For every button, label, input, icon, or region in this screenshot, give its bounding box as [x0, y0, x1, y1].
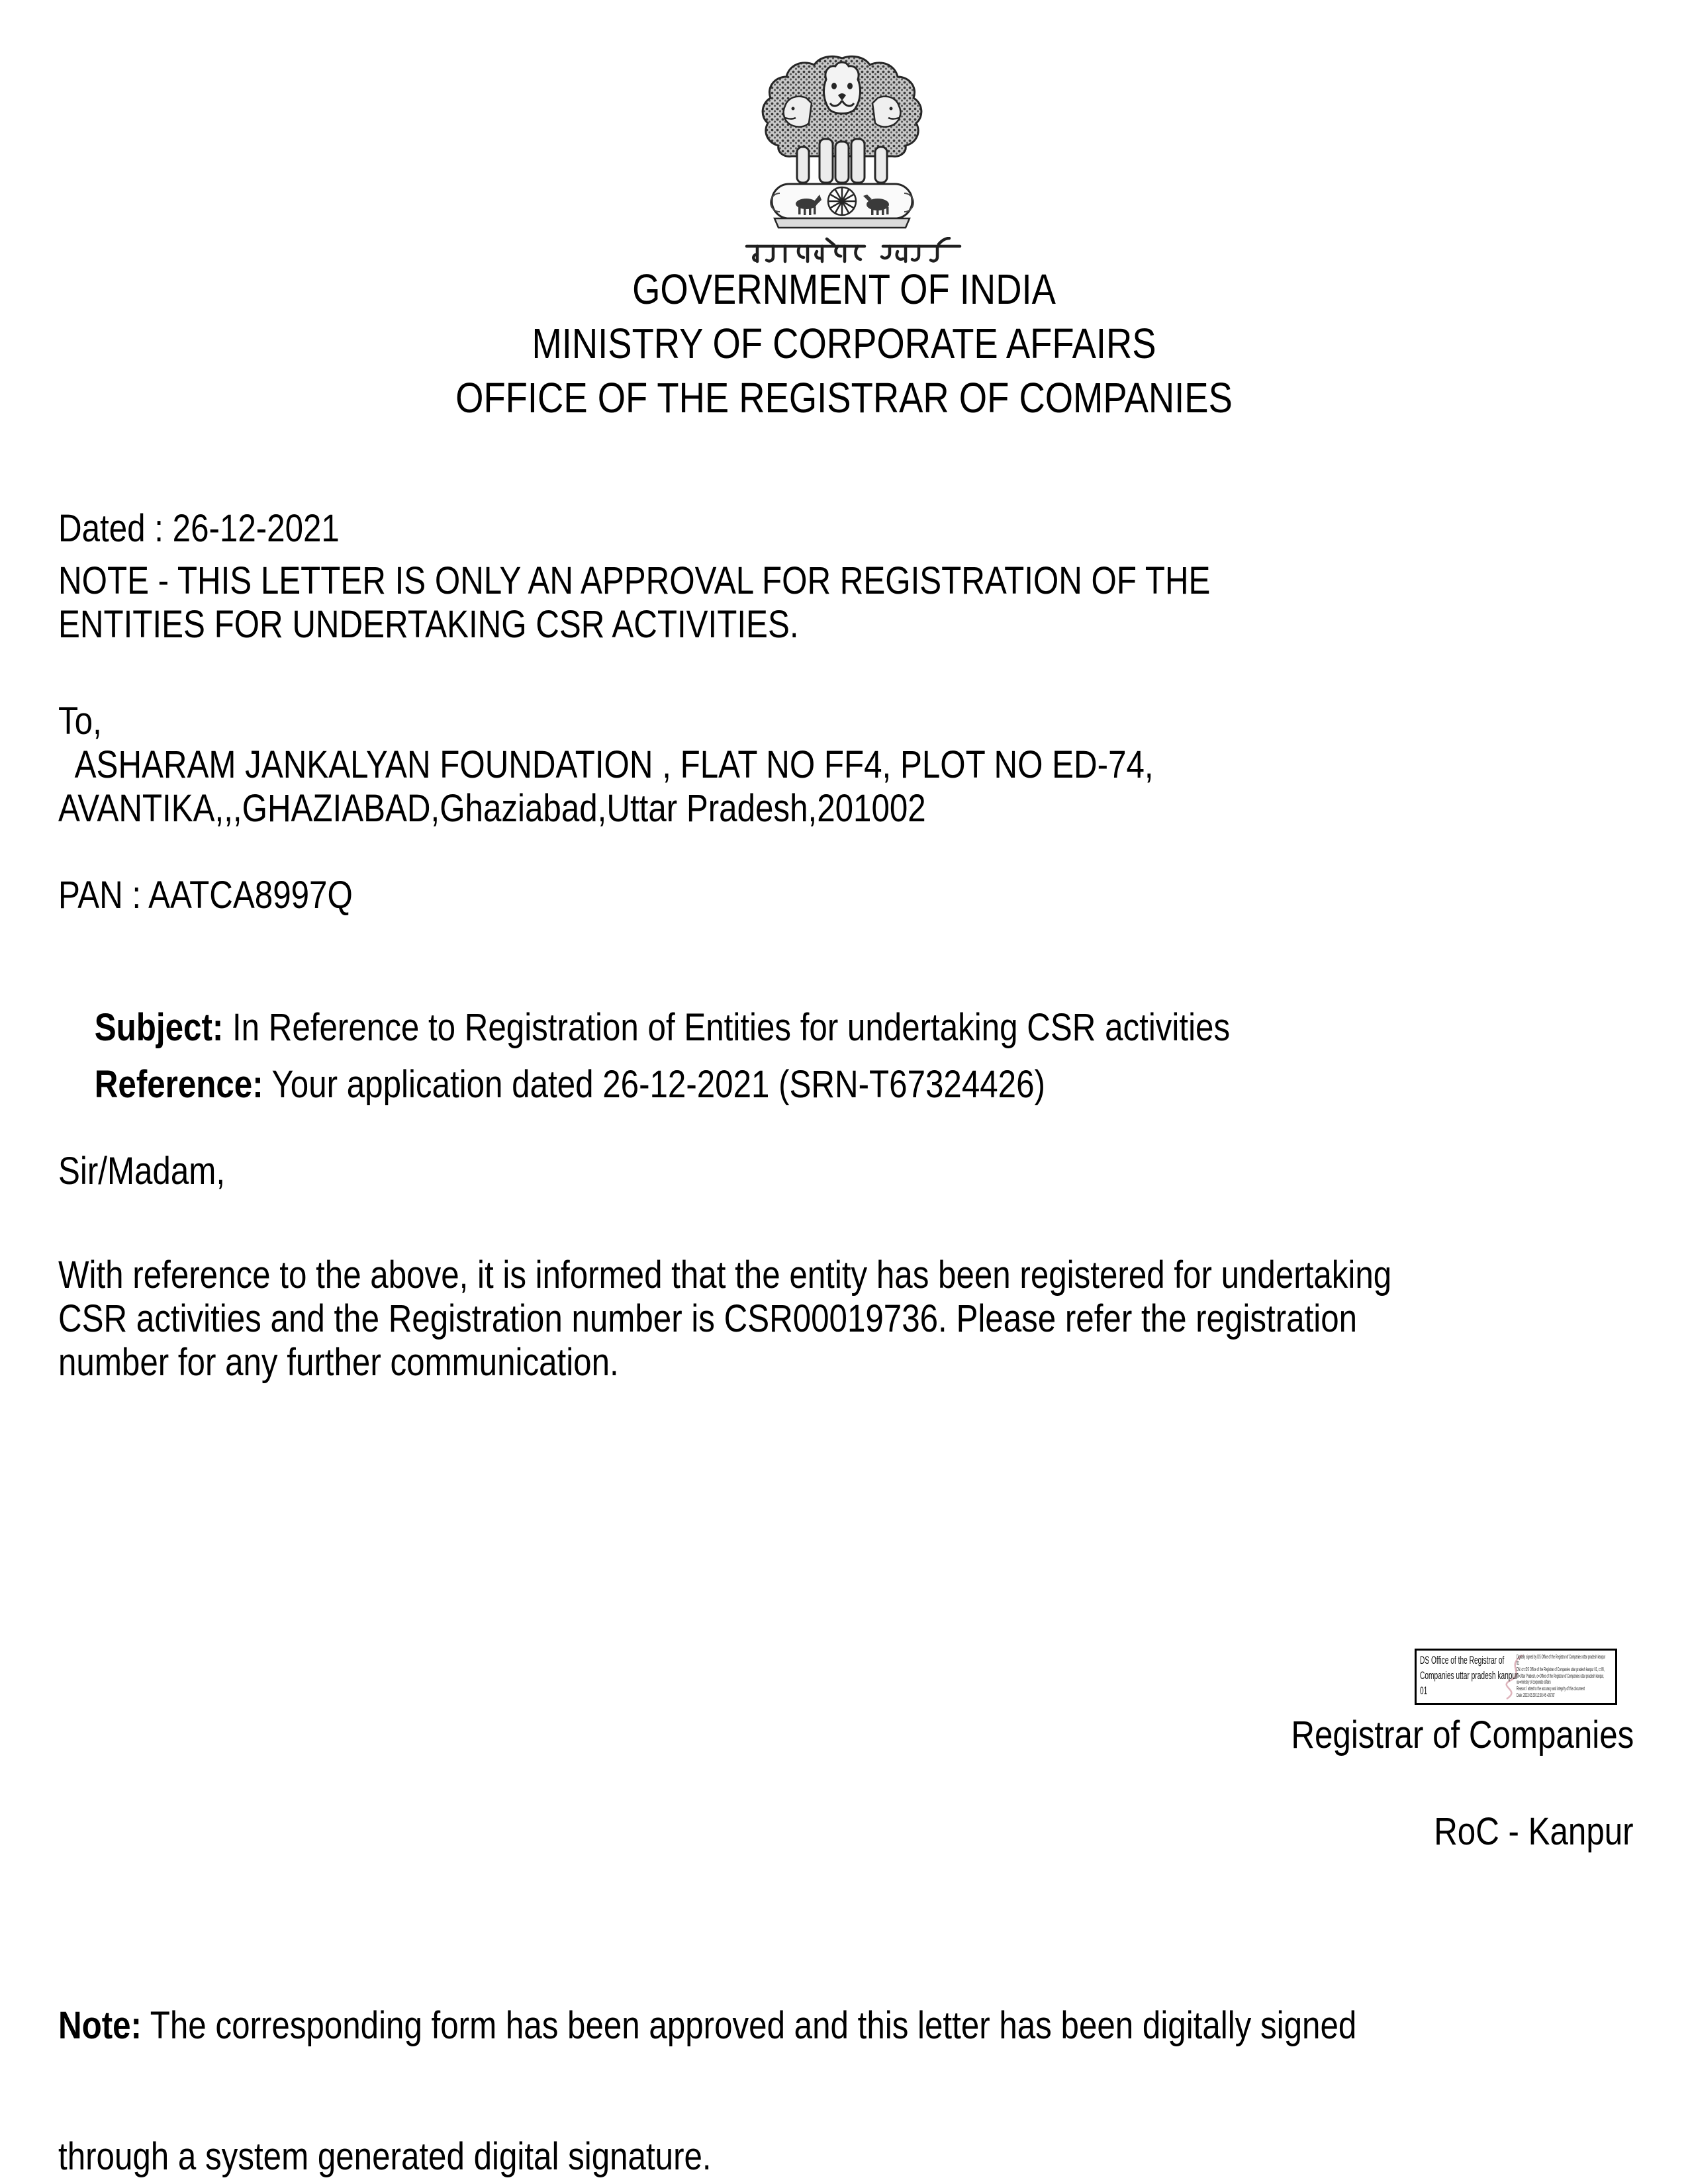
digital-signature-stamp: [1415, 1649, 1617, 1705]
body-paragraph: With reference to the above, it is informed that the entity has been registered for undertaking CSR activities and the Registration number is CSR00019736. Please refer the registration number for any further communication.: [58, 1253, 1392, 1384]
footer-note-line2: through a system generated digital signature.: [58, 2135, 712, 2178]
reference-line: [58, 1019, 1045, 1150]
footer-note-label: Note:: [58, 2004, 142, 2047]
salutation: Sir/Madam,: [58, 1150, 226, 1193]
recipient-address: To, ASHARAM JANKALYAN FOUNDATION , FLAT NO FF4, PLOT NO ED-74, AVANTIKA,,,GHAZIABAD,Ghaziabad,Uttar Pradesh,201002: [58, 700, 1154, 830]
subject-text: In Reference to Registration of Entities for undertaking CSR activities: [223, 1006, 1231, 1049]
signed-by-role: Registrar of Companies: [1291, 1713, 1634, 1756]
footer-note-text: The corresponding form has been approved and this letter has been digitally signed: [141, 2004, 1357, 2047]
letterhead-title: GOVERNMENT OF INDIA MINISTRY OF CORPORATE AFFAIRS OFFICE OF THE REGISTRAR OF COMPANIES: [455, 265, 1233, 422]
footer-note: [58, 1917, 1356, 2184]
approval-note: NOTE - THIS LETTER IS ONLY AN APPROVAL FOR REGISTRATION OF THE ENTITIES FOR UNDERTAKING CSR ACTIVITIES.: [58, 559, 1211, 646]
subject-label: Subject:: [94, 1006, 224, 1049]
stamp-title: DS Office of the Registrar of Companies uttar pradesh kanpur 01: [1420, 1654, 1519, 1697]
signing-office: RoC - Kanpur: [1434, 1810, 1634, 1853]
pan-line: PAN : AATCA8997Q: [58, 874, 353, 917]
reference-label: Reference:: [94, 1063, 263, 1106]
reference-text: Your application dated 26-12-2021 (SRN-T67324426): [263, 1063, 1045, 1106]
dated-line: Dated : 26-12-2021: [58, 507, 340, 550]
state-emblem-of-india-icon: [755, 54, 929, 237]
stamp-details: Digitally signed by DS Office of the Registrar of Companies uttar pradesh kanpur 01 DN: cn=DS Office of the Registrar of Companies uttar pradesh kanpur 01, c=IN, st=Uttar Pradesh, o=Office of the Registrar of Companies uttar pradesh kanpur, ou=ministry of corporate affairs Reason: I attest to the accuracy and integrity of this document Date: 2023.03.30 12:50:46 +05'30': [1517, 1654, 1606, 1698]
